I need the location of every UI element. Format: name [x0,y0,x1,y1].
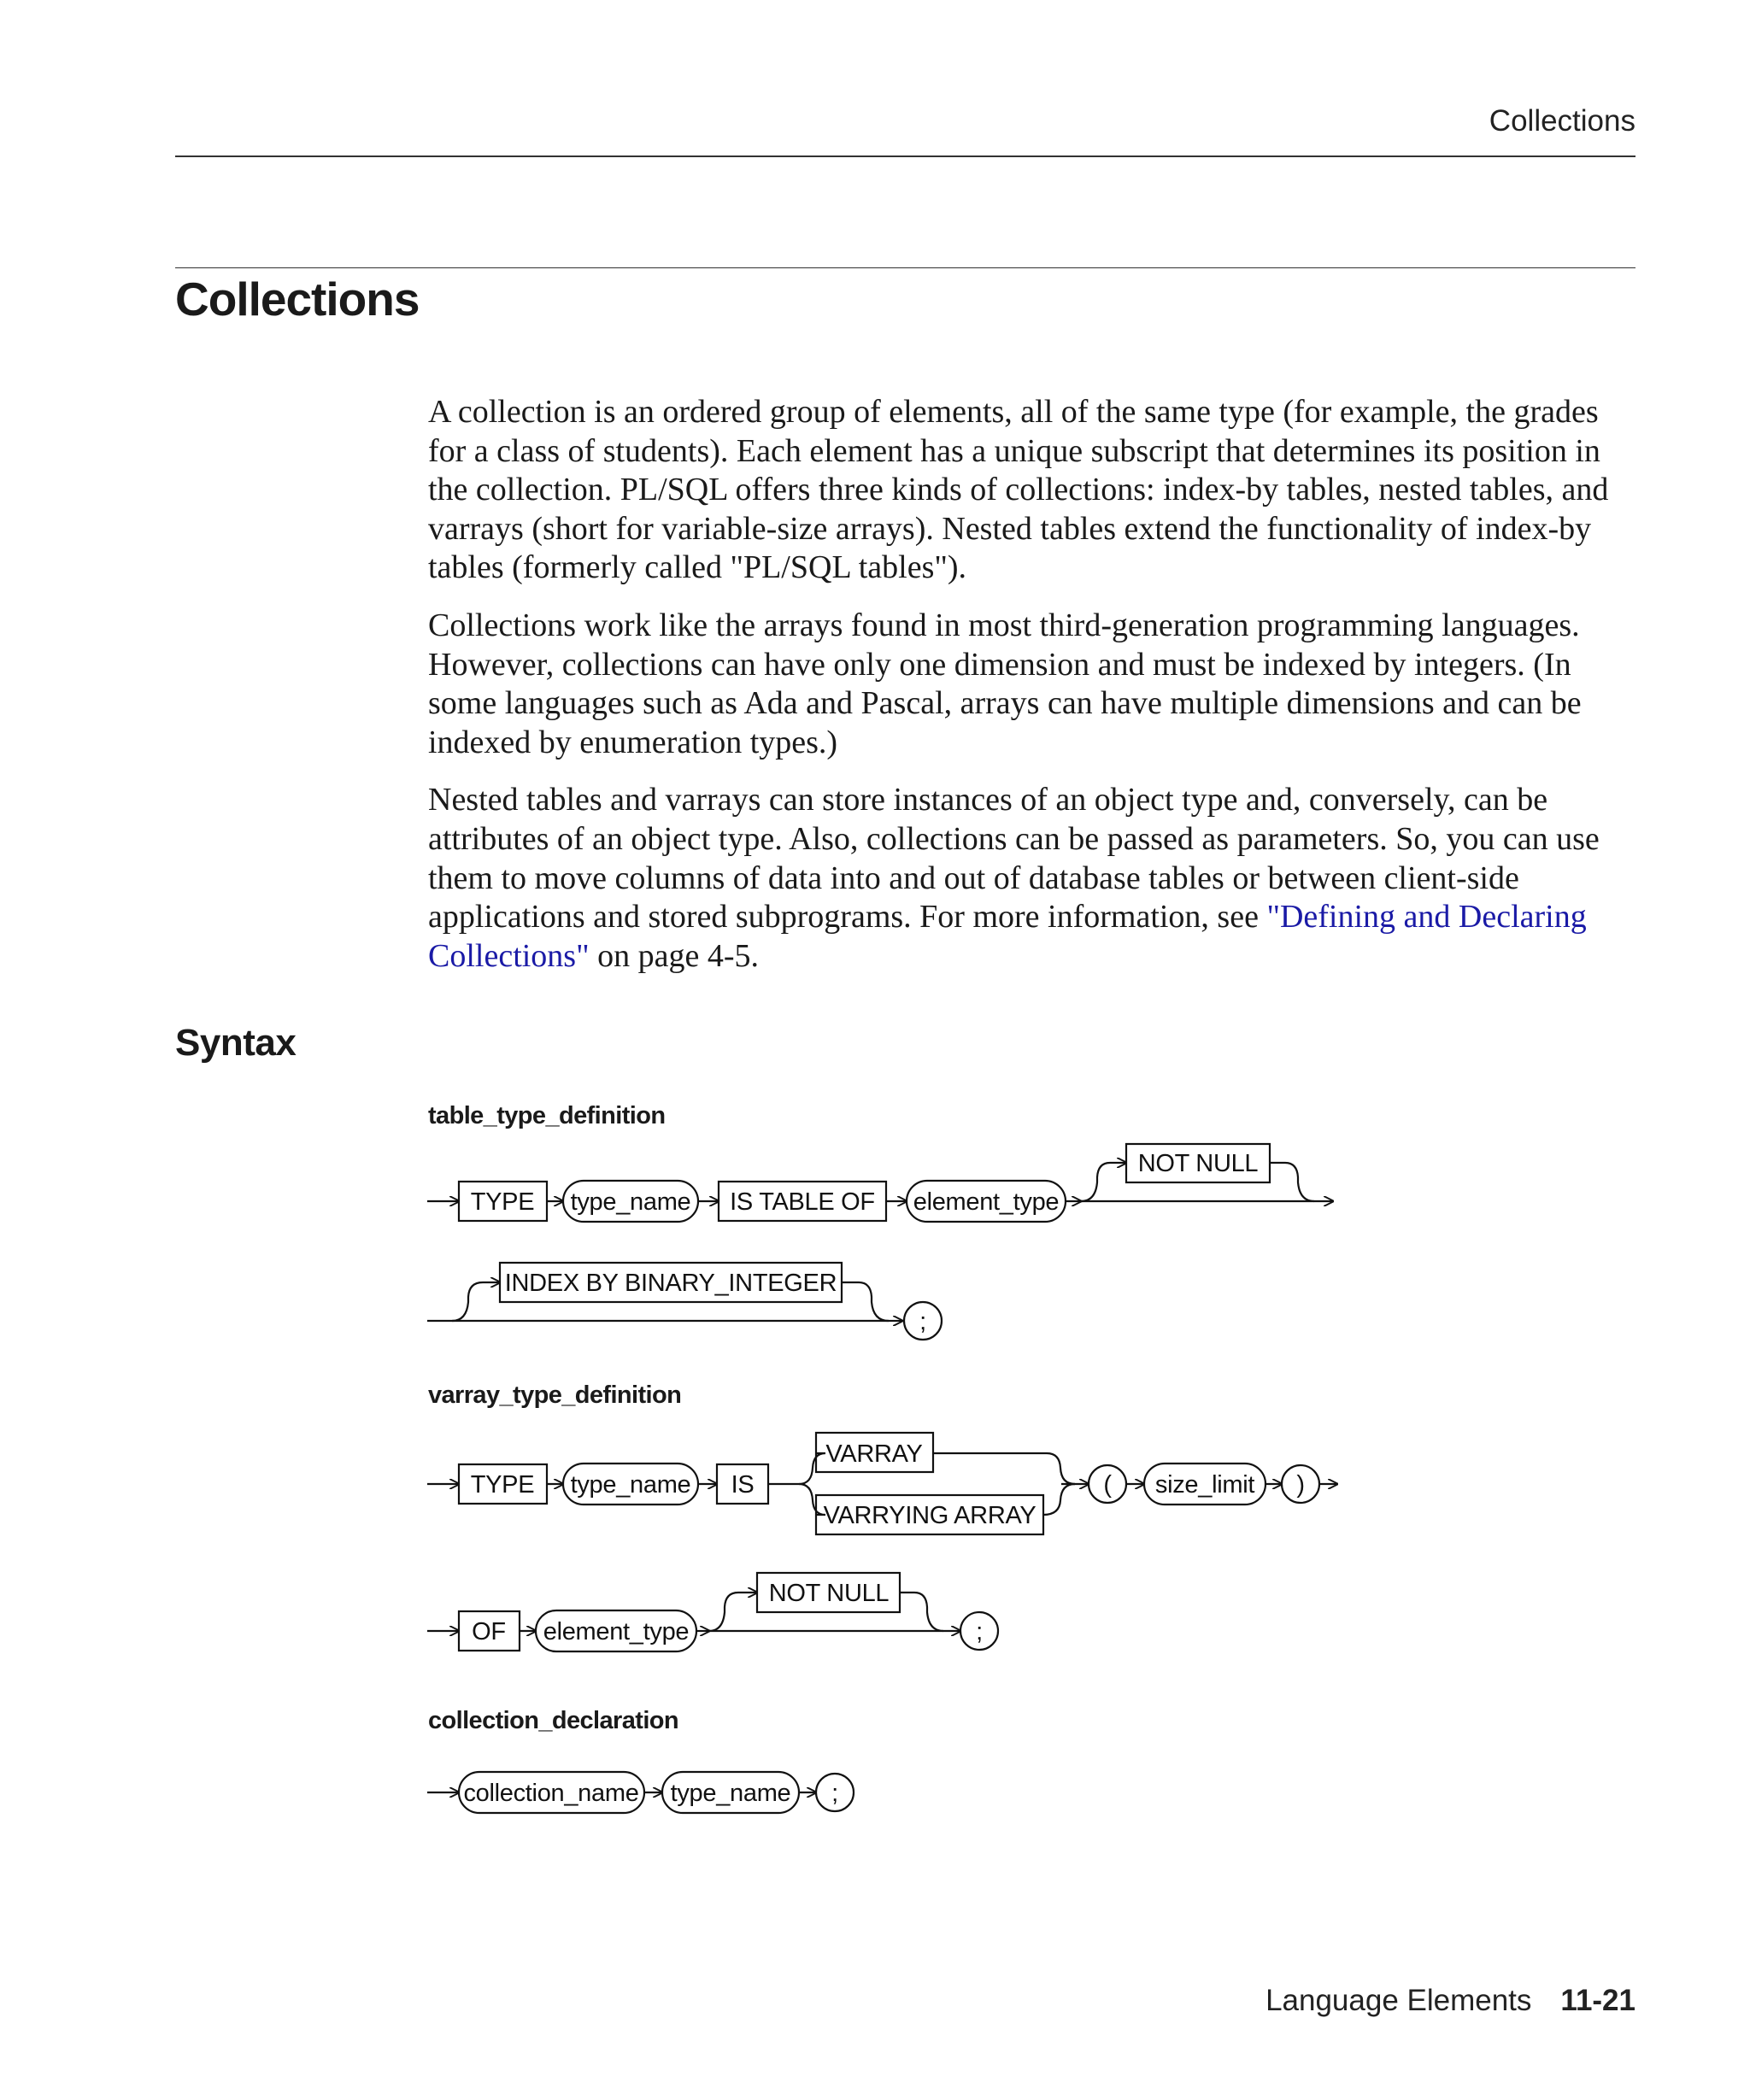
section-title: Collections [175,273,420,326]
defining-collections-link[interactable]: "Defining and Declaring Collections" [428,899,1587,974]
table-element-type-text: element_type [913,1188,1060,1216]
paragraph-2: Collections work like the arrays found in most third-generation programming languages. However, collections can have only one dimension and must be indexed by integers. (In some languages such as Ada and Pascal, arrays can have multiple dimensions and can be indexed by enumeration types.) [428,607,1582,760]
varray-varrying-array-text: VARRYING ARRAY [823,1502,1036,1529]
syntax-heading: Syntax [175,1022,297,1064]
paragraph-3-tail: on page 4-5. [589,937,759,974]
collection-type-name-text: type_name [670,1780,791,1807]
collection-name-text: collection_name [463,1780,639,1807]
varray-of-text: OF [472,1618,506,1645]
varray-not-null-text: NOT NULL [768,1580,890,1607]
varray-element-type-text: element_type [543,1618,690,1645]
varray-open-paren-text: ( [1103,1471,1112,1499]
table-type-name-text: type_name [570,1188,691,1216]
collection-semicolon-text: ; [831,1780,838,1807]
running-head: Collections [1489,104,1635,138]
table-semicolon-text: ; [919,1308,926,1335]
page-number: 11-21 [1560,1984,1635,2017]
page-footer [1266,1984,1635,2018]
paragraph-3-text: Nested tables and varrays can store instances of an object type and, conversely, can be attributes of an object type. Also, collections can be passed as parameters. So, you can use them to move columns of data into and out of database tables or between client-side applications and stored subprograms. For more information, see [428,782,1600,936]
varray-varray-text: VARRAY [825,1440,923,1468]
varray-semicolon-text: ; [976,1618,983,1645]
varray-type-name-text: type_name [570,1471,691,1499]
table-is-table-of-text: IS TABLE OF [730,1188,875,1216]
table-type-definition-label: table_type_definition [428,1102,666,1129]
varray-is-text: IS [731,1471,755,1499]
table-not-null-text: NOT NULL [1137,1150,1259,1177]
varray-type-definition-label: varray_type_definition [428,1381,682,1409]
varray-type-text: TYPE [470,1471,535,1499]
footer-chapter: Language Elements [1266,1984,1532,2017]
varray-size-limit-text: size_limit [1154,1471,1255,1499]
paragraph-1: A collection is an ordered group of elements, all of the same type (for example, the grades for a class of students). Each element has a unique subscript that determines its position in the collection. PL/SQL offers three kinds of collections: index-by tables, nested tables, and varrays (short for variable-size arrays). Nested tables extend the functionality of index-by tables (formerly called "PL/SQL tables"). [428,394,1609,586]
varray-close-paren-text: ) [1296,1471,1305,1499]
collection-declaration-label: collection_declaration [428,1707,678,1734]
table-index-by-text: INDEX BY BINARY_INTEGER [504,1270,837,1297]
table-type-text: TYPE [470,1188,535,1216]
